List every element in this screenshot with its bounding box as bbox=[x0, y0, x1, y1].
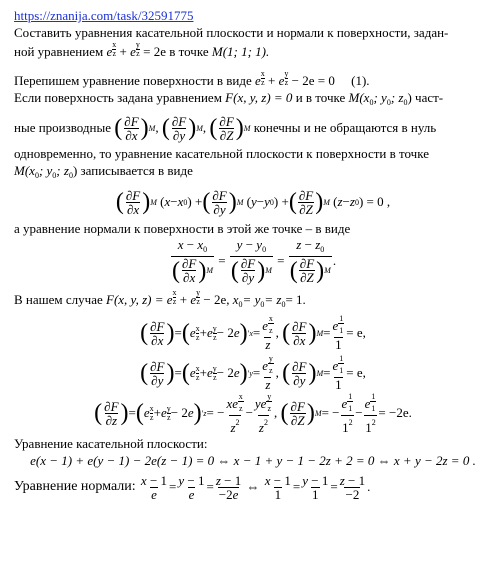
tangent-label: Уравнение касательной плоскости: bbox=[14, 436, 208, 451]
partial-x-computation: ( ∂F ∂x ) = ( e x z + e y z − 2 e ) ′x = e $\frac{x}{z}$ z , ( ∂F ∂x ) M = e $\frac{1}{1}$ 1 = e, bbox=[140, 314, 366, 352]
task-line-1: Составить уравнения касательной плоскости и нормали к поверхности, задан- bbox=[14, 25, 449, 40]
our-case-line: В нашем случае F(x, y, z) = e $\frac{x}{z}$ + e $\frac{y}{z}$ − 2e, $x_0= y_0= z_0= 1$. bbox=[14, 288, 306, 309]
normal-general-formula: $x - x_0$ ( ∂F ∂x ) M = $y - y_0$ ( ∂F ∂y ) M = $z - z_0$ ( ∂F ∂Z ) M . bbox=[171, 237, 337, 285]
if-line: Если поверхность задана уравнением F(x, y, z) = 0 и в точке $M(x_0$; $y_0$; $z_0$) част- bbox=[14, 90, 444, 107]
source-link[interactable]: https://znanija.com/task/32591775 bbox=[14, 8, 194, 23]
simultaneous-line: одновременно, то уравнение касательной плоскости к поверхности в точке bbox=[14, 146, 429, 161]
partials-line: ные производные ( ∂F ∂x ) M , ( ∂F ∂y ) M , ( ∂F ∂Z ) M конечны и не обращаются в нуль bbox=[14, 113, 437, 143]
partial-y-computation: ( ∂F ∂y ) = ( e x z + e y z − 2 e ) ′y = e $\frac{y}{z}$ z , ( ∂F ∂y ) M = e $\frac{1}{1}$ 1 = e, bbox=[140, 354, 366, 392]
rewrite-line: Перепишем уравнение поверхности в виде e $\frac{x}{z}$ + e $\frac{y}{z}$ − 2e = 0 (1). bbox=[14, 69, 370, 88]
task-line-2: ной уравнением e $\frac{x}{z}$ + e $\frac{y}{z}$ = 2e в точке M(1; 1; 1). bbox=[14, 40, 270, 59]
writes-line: $M(x_0$; $y_0$; $z_0$) записывается в виде bbox=[14, 163, 193, 180]
tangent-general-formula: ( ∂F ∂x ) M ( x − x 0 ) + ( ∂F ∂y ) M ( y − y 0 ) + ( ∂F ∂Z ) M ( z − z 0 ) = 0 , bbox=[115, 187, 391, 217]
normal-intro-line: а уравнение нормали к поверхности в этой же точке – в виде bbox=[14, 221, 351, 236]
tangent-equation: e(x − 1) + e(y − 1) − 2e(z − 1) = 0 ⇔ x − 1 + y − 1 − 2z + 2 = 0 ⇔ x + y − 2z = 0 . bbox=[30, 453, 476, 468]
partial-z-computation: ( ∂F ∂z ) = ( e x z + e y z − 2 e ) ′z = − xe $\frac{x}{z}$ $z^2$ − ye $\frac{y}{z}$ $z^2$ , ( ∂F ∂Z ) M = − e $\frac{1}{1}$ $1^2$ − e $\frac{1}{1}$ $1^2$ = −2e. bbox=[94, 391, 412, 435]
normal-equation-line: Уравнение нормали: x − 1 e = y − 1 e = z − 1 −2e ⇔ x − 1 1 = y − 1 1 = z − 1 −2 . bbox=[14, 472, 371, 502]
